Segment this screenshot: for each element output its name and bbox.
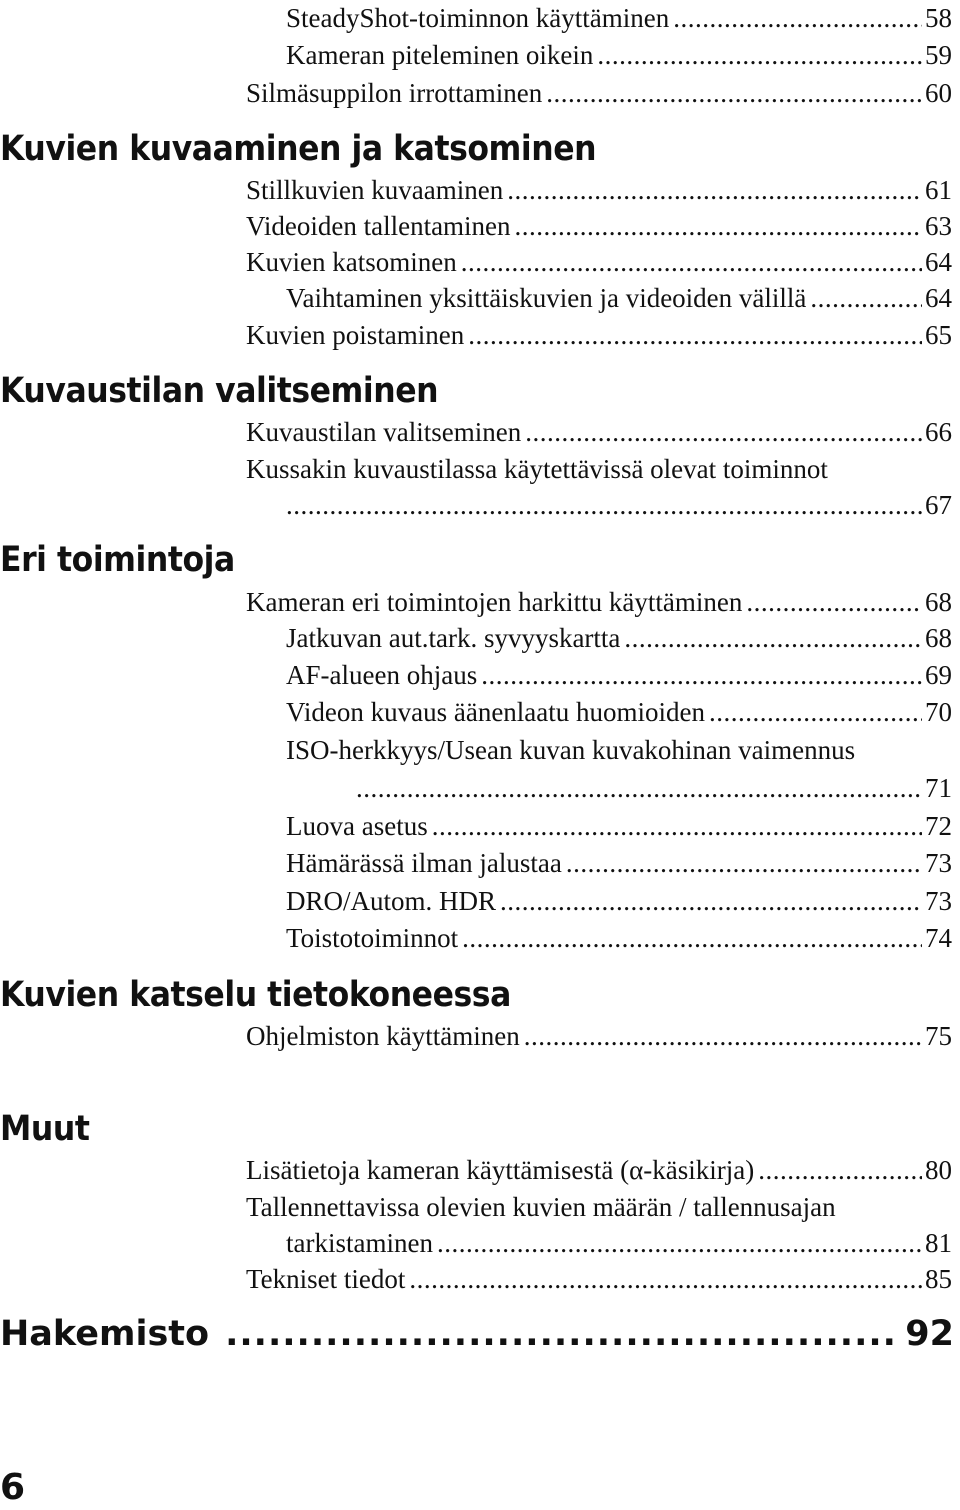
leader-dots — [507, 172, 922, 208]
toc-entry-page: 66 — [925, 417, 952, 447]
leader-dots — [624, 620, 922, 656]
toc-entry-label: DRO/Autom. HDR — [286, 886, 497, 916]
toc-entry-label: Kuvaustilan valitseminen — [246, 417, 522, 447]
toc-entry-tallennettavissa[interactable] — [286, 1225, 952, 1261]
toc-entry-label: AF-alueen ohjaus — [286, 660, 478, 690]
toc-entry-kussakin[interactable] — [286, 487, 952, 523]
toc-entry-videon[interactable] — [286, 694, 952, 730]
section-heading-kuvaustila: Kuvaustilan valitseminen — [0, 371, 439, 411]
toc-entry-lisatietoja[interactable] — [246, 1152, 952, 1188]
toc-entry-label: Kameran piteleminen oikein — [286, 40, 594, 70]
toc-entry-page: 74 — [925, 923, 952, 953]
leader-dots — [462, 920, 922, 956]
hakemisto-label: Hakemisto — [0, 1314, 210, 1354]
leader-dots — [409, 1261, 922, 1297]
leader-dots — [432, 808, 922, 844]
toc-entry-label: Stillkuvien kuvaaminen — [246, 175, 504, 205]
toc-entry-steadyshot[interactable] — [286, 0, 952, 36]
toc-entry-luova[interactable] — [286, 808, 952, 844]
toc-entry-page: 65 — [925, 320, 952, 350]
leader-dots — [546, 75, 922, 111]
page-number: 6 — [0, 1467, 26, 1508]
toc-entry-tila-valinta[interactable] — [246, 414, 952, 450]
toc-entry-harkittu[interactable] — [246, 584, 952, 620]
toc-entry-page: 69 — [925, 660, 952, 690]
leader-dots — [481, 657, 922, 693]
toc-entry-hakemisto[interactable] — [0, 1313, 954, 1355]
toc-entry-label: Silmäsuppilon irrottaminen — [246, 78, 543, 108]
toc-entry-jatkuvan[interactable] — [286, 620, 952, 656]
leader-dots — [566, 845, 922, 881]
toc-entry-page: 59 — [925, 40, 952, 70]
toc-entry-iso-label[interactable]: ISO-herkkyys/Usean kuvan kuvakohinan vaimennus — [286, 735, 856, 765]
section-heading-kuvaaminen: Kuvien kuvaaminen ja katsominen — [0, 129, 597, 169]
leader-dots — [500, 883, 922, 919]
toc-entry-page: 68 — [925, 623, 952, 653]
toc-entry-label: Vaihtaminen yksittäiskuvien ja videoiden välillä — [286, 283, 807, 313]
hakemisto-page: 92 — [905, 1314, 954, 1354]
leader-dots — [709, 694, 922, 730]
toc-entry-label: Jatkuvan aut.tark. syvyyskartta — [286, 623, 621, 653]
toc-entry-page: 80 — [925, 1155, 952, 1185]
toc-entry-tekniset[interactable] — [246, 1261, 952, 1297]
toc-entry-stillkuvat[interactable] — [246, 172, 952, 208]
leader-dots — [810, 280, 922, 316]
toc-entry-poistaminen[interactable] — [246, 317, 952, 353]
toc-entry-page: 63 — [925, 211, 952, 241]
toc-entry-vaihtaminen[interactable] — [286, 280, 952, 316]
toc-entry-label: Luova asetus — [286, 811, 428, 841]
toc-entry-label: Tekniset tiedot — [246, 1264, 406, 1294]
leader-dots — [225, 1313, 899, 1355]
toc-entry-hamarassa[interactable] — [286, 845, 952, 881]
leader-dots — [461, 244, 922, 280]
toc-entry-label: Lisätietoja kameran käyttämisestä (α-käsikirja) — [246, 1155, 755, 1185]
toc-entry-page: 70 — [925, 697, 952, 727]
leader-dots — [356, 770, 922, 806]
leader-dots — [758, 1152, 922, 1188]
toc-entry-page: 60 — [925, 78, 952, 108]
toc-entry-label: tarkistaminen — [286, 1228, 433, 1258]
toc-entry-videot[interactable] — [246, 208, 952, 244]
toc-entry-toisto[interactable] — [286, 920, 952, 956]
toc-entry-label: Videoiden tallentaminen — [246, 211, 511, 241]
toc-entry-page: 64 — [925, 247, 952, 277]
leader-dots — [286, 487, 922, 523]
toc-entry-pitely[interactable] — [286, 37, 952, 73]
toc-entry-page: 85 — [925, 1264, 952, 1294]
toc-entry-page: 61 — [925, 175, 952, 205]
toc-entry-label: Kameran eri toimintojen harkittu käyttäminen — [246, 587, 743, 617]
toc-entry-page: 73 — [925, 886, 952, 916]
toc-entry-kussakin-label[interactable]: Kussakin kuvaustilassa käytettävissä olevat toiminnot — [246, 454, 828, 484]
toc-entry-ohjelmisto[interactable] — [246, 1018, 952, 1054]
toc-entry-af[interactable] — [286, 657, 952, 693]
leader-dots — [525, 414, 922, 450]
toc-entry-page: 68 — [925, 587, 952, 617]
section-heading-eri: Eri toimintoja — [0, 540, 235, 580]
toc-entry-dro[interactable] — [286, 883, 952, 919]
leader-dots — [597, 37, 922, 73]
toc-entry-label: Videon kuvaus äänenlaatu huomioiden — [286, 697, 706, 727]
leader-dots — [515, 208, 922, 244]
toc-entry-page: 58 — [925, 3, 952, 33]
leader-dots — [468, 317, 922, 353]
leader-dots — [673, 0, 922, 36]
toc-entry-page: 72 — [925, 811, 952, 841]
toc-entry-page: 73 — [925, 848, 952, 878]
toc-entry-silmasuppilo[interactable] — [246, 75, 952, 111]
section-heading-tietokone: Kuvien katselu tietokoneessa — [0, 975, 511, 1015]
leader-dots — [437, 1225, 922, 1261]
leader-dots — [524, 1018, 922, 1054]
toc-entry-label: Ohjelmiston käyttäminen — [246, 1021, 520, 1051]
toc-entry-page: 67 — [925, 490, 952, 520]
toc-entry-page: 64 — [925, 283, 952, 313]
toc-entry-page: 71 — [925, 773, 952, 803]
toc-entry-label: Hämärässä ilman jalustaa — [286, 848, 562, 878]
toc-entry-label: Toistotoiminnot — [286, 923, 459, 953]
toc-entry-page: 75 — [925, 1021, 952, 1051]
leader-dots — [746, 584, 922, 620]
toc-entry-label: SteadyShot-toiminnon käyttäminen — [286, 3, 670, 33]
toc-entry-iso[interactable] — [356, 770, 952, 806]
toc-entry-label: Kuvien katsominen — [246, 247, 457, 277]
toc-entry-tallennettavissa-label[interactable]: Tallennettavissa olevien kuvien määrän / tallennusajan — [246, 1192, 836, 1222]
toc-entry-katsominen[interactable] — [246, 244, 952, 280]
toc-entry-page: 81 — [925, 1228, 952, 1258]
toc-entry-label: Kuvien poistaminen — [246, 320, 465, 350]
section-heading-muut: Muut — [0, 1109, 90, 1149]
